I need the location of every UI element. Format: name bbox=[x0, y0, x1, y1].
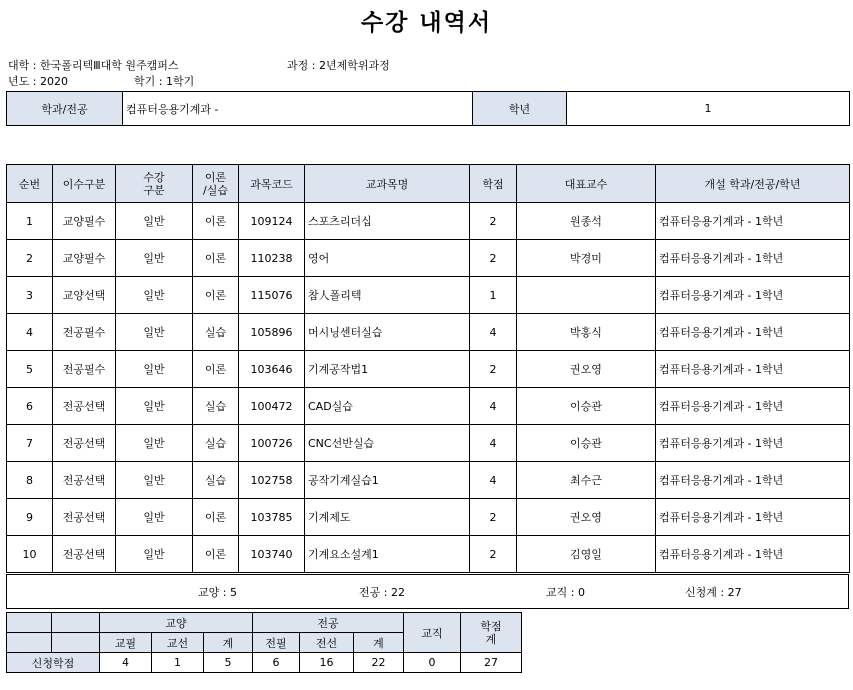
cell-name: CNC선반실습 bbox=[305, 425, 470, 462]
cell-professor: 이승관 bbox=[517, 425, 656, 462]
summary-value-3: 6 bbox=[253, 653, 300, 673]
cell-type: 일반 bbox=[116, 462, 193, 499]
cell-category: 전공필수 bbox=[53, 351, 116, 388]
cell-credit: 2 bbox=[470, 536, 517, 573]
cell-category: 전공선택 bbox=[53, 499, 116, 536]
header-credit: 학점 bbox=[470, 165, 517, 203]
cell-mode: 이론 bbox=[193, 240, 239, 277]
summary-teaching-header: 교직 bbox=[404, 613, 461, 653]
summary-sub-2: 계 bbox=[204, 633, 253, 653]
header-type bbox=[116, 165, 193, 203]
cell-code: 100726 bbox=[239, 425, 305, 462]
summary-table bbox=[6, 612, 522, 673]
cell-dept: 컴퓨터응용기계과 - 1학년 bbox=[656, 240, 850, 277]
cell-code: 105896 bbox=[239, 314, 305, 351]
cell-mode: 실습 bbox=[193, 462, 239, 499]
cell-mode: 이론 bbox=[193, 536, 239, 573]
table-row bbox=[7, 240, 850, 277]
cell-code: 103785 bbox=[239, 499, 305, 536]
cell-professor: 김영일 bbox=[517, 536, 656, 573]
semester-info bbox=[134, 73, 194, 89]
cell-category: 교양필수 bbox=[53, 203, 116, 240]
header-type-text: 수강 구분 bbox=[143, 170, 165, 197]
cell-category: 전공필수 bbox=[53, 314, 116, 351]
total-major: 전공 : 22 bbox=[265, 575, 415, 609]
table-row bbox=[7, 388, 850, 425]
cell-name: 스포츠리더십 bbox=[305, 203, 470, 240]
cell-code: 115076 bbox=[239, 277, 305, 314]
cell-mode: 실습 bbox=[193, 388, 239, 425]
cell-dept: 컴퓨터응용기계과 - 1학년 bbox=[656, 314, 850, 351]
summary-value-1: 1 bbox=[152, 653, 204, 673]
cell-credit: 2 bbox=[470, 240, 517, 277]
cell-no: 5 bbox=[7, 351, 53, 388]
cell-no: 2 bbox=[7, 240, 53, 277]
cell-code: 102758 bbox=[239, 462, 305, 499]
totals-table bbox=[6, 574, 849, 609]
grade-label: 학년 bbox=[473, 92, 567, 126]
cell-type: 일반 bbox=[116, 277, 193, 314]
cell-dept: 컴퓨터응용기계과 - 1학년 bbox=[656, 425, 850, 462]
cell-professor: 원종석 bbox=[517, 203, 656, 240]
cell-category: 교양필수 bbox=[53, 240, 116, 277]
summary-total-header-text: 학점 계 bbox=[480, 619, 502, 646]
cell-name: 공작기계실습1 bbox=[305, 462, 470, 499]
department-table bbox=[6, 91, 850, 126]
cell-professor: 권오영 bbox=[517, 499, 656, 536]
cell-no: 10 bbox=[7, 536, 53, 573]
grade-value: 1 bbox=[567, 92, 850, 126]
cell-dept: 컴퓨터응용기계과 - 1학년 bbox=[656, 536, 850, 573]
table-row bbox=[7, 536, 850, 573]
cell-credit: 2 bbox=[470, 351, 517, 388]
program-label: 과정 : bbox=[287, 59, 319, 72]
summary-sub-4: 전선 bbox=[300, 633, 354, 653]
summary-value-2: 5 bbox=[204, 653, 253, 673]
summary-corner-3 bbox=[7, 633, 52, 653]
university-value: 한국폴리텍Ⅲ대학 원주캠퍼스 bbox=[39, 59, 179, 72]
cell-code: 109124 bbox=[239, 203, 305, 240]
year-info bbox=[8, 73, 68, 89]
cell-code: 103646 bbox=[239, 351, 305, 388]
cell-no: 9 bbox=[7, 499, 53, 536]
cell-credit: 4 bbox=[470, 462, 517, 499]
cell-category: 전공선택 bbox=[53, 536, 116, 573]
table-row bbox=[7, 462, 850, 499]
cell-professor: 박홍식 bbox=[517, 314, 656, 351]
table-row bbox=[7, 314, 850, 351]
table-row bbox=[7, 203, 850, 240]
header-professor: 대표교수 bbox=[517, 165, 656, 203]
cell-name: 머시닝센터실습 bbox=[305, 314, 470, 351]
cell-professor: 최수근 bbox=[517, 462, 656, 499]
summary-corner-4 bbox=[52, 633, 100, 653]
cell-dept: 컴퓨터응용기계과 - 1학년 bbox=[656, 388, 850, 425]
program-info bbox=[287, 57, 390, 73]
cell-name: CAD실습 bbox=[305, 388, 470, 425]
header-category: 이수구분 bbox=[53, 165, 116, 203]
cell-mode: 이론 bbox=[193, 499, 239, 536]
cell-credit: 1 bbox=[470, 277, 517, 314]
course-header-row bbox=[7, 165, 850, 203]
summary-value-5: 22 bbox=[354, 653, 404, 673]
header-name: 교과목명 bbox=[305, 165, 470, 203]
cell-name: 영어 bbox=[305, 240, 470, 277]
semester-label: 학기 : bbox=[134, 75, 166, 88]
dept-value: 컴퓨터응용기계과 - bbox=[123, 92, 473, 126]
table-row bbox=[7, 425, 850, 462]
table-row bbox=[7, 277, 850, 314]
total-teaching: 교직 : 0 bbox=[415, 575, 595, 609]
header-mode-text: 이론 /실습 bbox=[203, 170, 228, 197]
cell-dept: 컴퓨터응용기계과 - 1학년 bbox=[656, 462, 850, 499]
cell-name: 기계공작법1 bbox=[305, 351, 470, 388]
program-value: 2년제학위과정 bbox=[318, 59, 390, 72]
cell-no: 4 bbox=[7, 314, 53, 351]
cell-type: 일반 bbox=[116, 425, 193, 462]
cell-credit: 2 bbox=[470, 499, 517, 536]
table-row bbox=[7, 499, 850, 536]
dept-label: 학과/전공 bbox=[7, 92, 123, 126]
cell-category: 전공선택 bbox=[53, 425, 116, 462]
total-general: 교양 : 5 bbox=[7, 575, 266, 609]
summary-major-header: 전공 bbox=[253, 613, 404, 633]
cell-professor: 이승관 bbox=[517, 388, 656, 425]
header-code: 과목코드 bbox=[239, 165, 305, 203]
cell-code: 100472 bbox=[239, 388, 305, 425]
cell-category: 교양선택 bbox=[53, 277, 116, 314]
cell-dept: 컴퓨터응용기계과 - 1학년 bbox=[656, 499, 850, 536]
cell-mode: 이론 bbox=[193, 351, 239, 388]
cell-no: 8 bbox=[7, 462, 53, 499]
year-value: 2020 bbox=[39, 75, 68, 88]
page-title: 수강 내역서 bbox=[360, 10, 493, 36]
summary-value-0: 4 bbox=[100, 653, 152, 673]
summary-row-label: 신청학점 bbox=[7, 653, 100, 673]
cell-no: 3 bbox=[7, 277, 53, 314]
cell-type: 일반 bbox=[116, 314, 193, 351]
cell-credit: 4 bbox=[470, 314, 517, 351]
cell-name: 참人폴리텍 bbox=[305, 277, 470, 314]
cell-type: 일반 bbox=[116, 499, 193, 536]
summary-sub-0: 교필 bbox=[100, 633, 152, 653]
summary-value-6: 0 bbox=[404, 653, 461, 673]
year-label: 년도 : bbox=[8, 75, 40, 88]
cell-type: 일반 bbox=[116, 388, 193, 425]
cell-name: 기계요소설계1 bbox=[305, 536, 470, 573]
table-row bbox=[7, 351, 850, 388]
cell-no: 1 bbox=[7, 203, 53, 240]
cell-type: 일반 bbox=[116, 240, 193, 277]
summary-corner-2 bbox=[52, 613, 100, 633]
cell-professor: 권오영 bbox=[517, 351, 656, 388]
cell-mode: 이론 bbox=[193, 277, 239, 314]
header-mode bbox=[193, 165, 239, 203]
cell-code: 110238 bbox=[239, 240, 305, 277]
cell-professor bbox=[517, 277, 656, 314]
summary-sub-3: 전필 bbox=[253, 633, 300, 653]
cell-no: 6 bbox=[7, 388, 53, 425]
cell-dept: 컴퓨터응용기계과 - 1학년 bbox=[656, 351, 850, 388]
cell-mode: 실습 bbox=[193, 425, 239, 462]
cell-professor: 박경미 bbox=[517, 240, 656, 277]
cell-mode: 이론 bbox=[193, 203, 239, 240]
cell-dept: 컴퓨터응용기계과 - 1학년 bbox=[656, 203, 850, 240]
cell-credit: 2 bbox=[470, 203, 517, 240]
summary-sub-5: 계 bbox=[354, 633, 404, 653]
course-table bbox=[6, 164, 850, 573]
cell-type: 일반 bbox=[116, 351, 193, 388]
cell-credit: 4 bbox=[470, 425, 517, 462]
summary-corner-1 bbox=[7, 613, 52, 633]
cell-no: 7 bbox=[7, 425, 53, 462]
summary-sub-1: 교선 bbox=[152, 633, 204, 653]
cell-category: 전공선택 bbox=[53, 388, 116, 425]
cell-category: 전공선택 bbox=[53, 462, 116, 499]
summary-total-header bbox=[461, 613, 522, 653]
cell-mode: 실습 bbox=[193, 314, 239, 351]
university-label: 대학 : bbox=[8, 59, 40, 72]
cell-type: 일반 bbox=[116, 536, 193, 573]
header-dept: 개설 학과/전공/학년 bbox=[656, 165, 850, 203]
cell-name: 기계제도 bbox=[305, 499, 470, 536]
header-no: 순번 bbox=[7, 165, 53, 203]
cell-credit: 4 bbox=[470, 388, 517, 425]
semester-value: 1학기 bbox=[165, 75, 195, 88]
summary-value-4: 16 bbox=[300, 653, 354, 673]
cell-dept: 컴퓨터응용기계과 - 1학년 bbox=[656, 277, 850, 314]
cell-type: 일반 bbox=[116, 203, 193, 240]
university-info bbox=[8, 57, 179, 73]
cell-code: 103740 bbox=[239, 536, 305, 573]
total-applied: 신청계 : 27 bbox=[595, 575, 849, 609]
summary-value-7: 27 bbox=[461, 653, 522, 673]
summary-general-header: 교양 bbox=[100, 613, 253, 633]
